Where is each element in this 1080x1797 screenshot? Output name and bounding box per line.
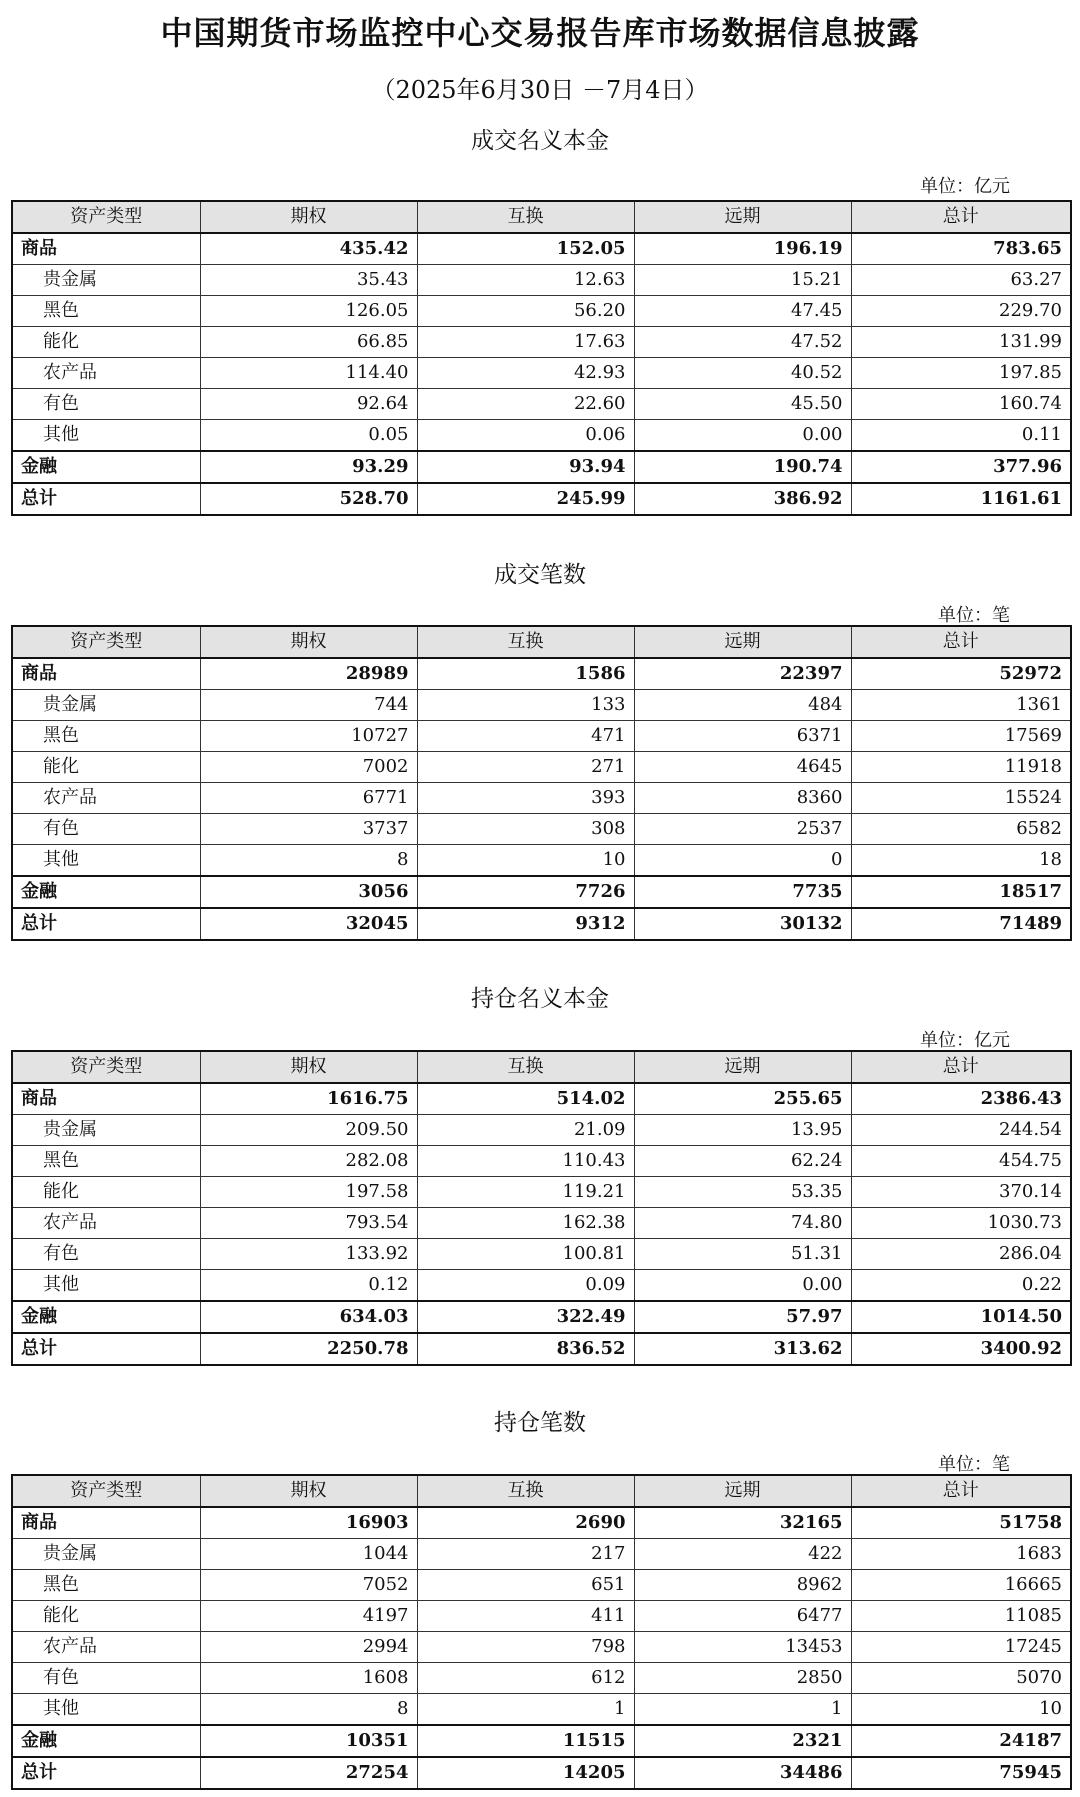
asset-type-cell: 商品 [12, 1083, 200, 1115]
value-cell: 15.21 [634, 265, 851, 296]
table-row [12, 1601, 1071, 1632]
asset-type-cell: 有色 [12, 389, 200, 420]
table-row [12, 814, 1071, 845]
column-header: 互换 [417, 1051, 634, 1083]
table-row [12, 483, 1071, 515]
table-row [12, 233, 1071, 265]
value-cell: 13453 [634, 1632, 851, 1663]
value-cell: 100.81 [417, 1239, 634, 1270]
value-cell: 16903 [200, 1507, 417, 1539]
value-cell: 14205 [417, 1757, 634, 1789]
value-cell: 245.99 [417, 483, 634, 515]
value-cell: 17245 [851, 1632, 1071, 1663]
asset-type-cell: 黑色 [12, 296, 200, 327]
data-table [11, 1050, 1072, 1366]
column-header: 互换 [417, 626, 634, 658]
section-title: 持仓名义本金 [471, 986, 609, 1012]
asset-type-cell: 金融 [12, 1301, 200, 1333]
section-title: 成交笔数 [494, 562, 586, 588]
table-header-row [12, 1051, 1071, 1083]
asset-type-cell: 农产品 [12, 1632, 200, 1663]
asset-type-cell: 能化 [12, 1601, 200, 1632]
table-row [12, 1115, 1071, 1146]
value-cell: 47.45 [634, 296, 851, 327]
value-cell: 10 [851, 1694, 1071, 1726]
value-cell: 93.94 [417, 451, 634, 483]
asset-type-cell: 农产品 [12, 358, 200, 389]
value-cell: 8 [200, 1694, 417, 1726]
value-cell: 17.63 [417, 327, 634, 358]
column-header: 资产类型 [12, 626, 200, 658]
value-cell: 229.70 [851, 296, 1071, 327]
table-row [12, 358, 1071, 389]
value-cell: 10351 [200, 1725, 417, 1757]
asset-type-cell: 能化 [12, 752, 200, 783]
asset-type-cell: 贵金属 [12, 1539, 200, 1570]
column-header: 资产类型 [12, 201, 200, 233]
value-cell: 119.21 [417, 1177, 634, 1208]
value-cell: 75945 [851, 1757, 1071, 1789]
value-cell: 152.05 [417, 233, 634, 265]
table-row [12, 451, 1071, 483]
asset-type-cell: 金融 [12, 1725, 200, 1757]
table-row [12, 721, 1071, 752]
value-cell: 22.60 [417, 389, 634, 420]
document-date-range: （2025年6月30日 －7月4日） [371, 76, 709, 104]
column-header: 远期 [634, 1475, 851, 1507]
value-cell: 209.50 [200, 1115, 417, 1146]
value-cell: 286.04 [851, 1239, 1071, 1270]
value-cell: 93.29 [200, 451, 417, 483]
asset-type-cell: 总计 [12, 1757, 200, 1789]
value-cell: 56.20 [417, 296, 634, 327]
column-header: 资产类型 [12, 1475, 200, 1507]
asset-type-cell: 黑色 [12, 1570, 200, 1601]
value-cell: 52972 [851, 658, 1071, 690]
value-cell: 110.43 [417, 1146, 634, 1177]
value-cell: 6477 [634, 1601, 851, 1632]
value-cell: 66.85 [200, 327, 417, 358]
table-row [12, 420, 1071, 452]
value-cell: 1161.61 [851, 483, 1071, 515]
value-cell: 7726 [417, 876, 634, 908]
column-header: 互换 [417, 1475, 634, 1507]
asset-type-cell: 贵金属 [12, 690, 200, 721]
table-row [12, 1725, 1071, 1757]
value-cell: 255.65 [634, 1083, 851, 1115]
value-cell: 783.65 [851, 233, 1071, 265]
value-cell: 1586 [417, 658, 634, 690]
table-row [12, 265, 1071, 296]
unit-label: 单位：笔 [938, 605, 1010, 626]
value-cell: 1 [417, 1694, 634, 1726]
asset-type-cell: 其他 [12, 1694, 200, 1726]
value-cell: 377.96 [851, 451, 1071, 483]
value-cell: 133.92 [200, 1239, 417, 1270]
value-cell: 11918 [851, 752, 1071, 783]
value-cell: 4197 [200, 1601, 417, 1632]
asset-type-cell: 有色 [12, 1663, 200, 1694]
value-cell: 45.50 [634, 389, 851, 420]
value-cell: 0.05 [200, 420, 417, 452]
asset-type-cell: 贵金属 [12, 265, 200, 296]
value-cell: 8962 [634, 1570, 851, 1601]
value-cell: 612 [417, 1663, 634, 1694]
value-cell: 30132 [634, 908, 851, 940]
value-cell: 15524 [851, 783, 1071, 814]
value-cell: 8360 [634, 783, 851, 814]
table-row [12, 327, 1071, 358]
value-cell: 2537 [634, 814, 851, 845]
table-row [12, 1301, 1071, 1333]
asset-type-cell: 贵金属 [12, 1115, 200, 1146]
value-cell: 282.08 [200, 1146, 417, 1177]
asset-type-cell: 金融 [12, 451, 200, 483]
value-cell: 196.19 [634, 233, 851, 265]
value-cell: 0.22 [851, 1270, 1071, 1302]
value-cell: 2690 [417, 1507, 634, 1539]
value-cell: 40.52 [634, 358, 851, 389]
table-row [12, 1539, 1071, 1570]
table-row [12, 1632, 1071, 1663]
asset-type-cell: 黑色 [12, 1146, 200, 1177]
value-cell: 793.54 [200, 1208, 417, 1239]
table-row [12, 296, 1071, 327]
column-header: 远期 [634, 201, 851, 233]
asset-type-cell: 总计 [12, 1333, 200, 1365]
value-cell: 6582 [851, 814, 1071, 845]
value-cell: 3056 [200, 876, 417, 908]
column-header: 互换 [417, 201, 634, 233]
value-cell: 1044 [200, 1539, 417, 1570]
value-cell: 798 [417, 1632, 634, 1663]
value-cell: 528.70 [200, 483, 417, 515]
data-table [11, 1474, 1072, 1790]
column-header: 远期 [634, 626, 851, 658]
value-cell: 471 [417, 721, 634, 752]
value-cell: 1683 [851, 1539, 1071, 1570]
value-cell: 92.64 [200, 389, 417, 420]
value-cell: 651 [417, 1570, 634, 1601]
value-cell: 217 [417, 1539, 634, 1570]
table-row [12, 389, 1071, 420]
table-header-row [12, 201, 1071, 233]
value-cell: 12.63 [417, 265, 634, 296]
column-header: 期权 [200, 626, 417, 658]
column-header: 总计 [851, 1051, 1071, 1083]
value-cell: 370.14 [851, 1177, 1071, 1208]
value-cell: 10 [417, 845, 634, 877]
unit-label: 单位：笔 [938, 1454, 1010, 1475]
value-cell: 7002 [200, 752, 417, 783]
value-cell: 2850 [634, 1663, 851, 1694]
value-cell: 71489 [851, 908, 1071, 940]
value-cell: 1014.50 [851, 1301, 1071, 1333]
value-cell: 4645 [634, 752, 851, 783]
table-row [12, 1208, 1071, 1239]
asset-type-cell: 商品 [12, 658, 200, 690]
column-header: 总计 [851, 626, 1071, 658]
value-cell: 6771 [200, 783, 417, 814]
value-cell: 0.00 [634, 1270, 851, 1302]
value-cell: 2321 [634, 1725, 851, 1757]
value-cell: 11515 [417, 1725, 634, 1757]
value-cell: 190.74 [634, 451, 851, 483]
value-cell: 74.80 [634, 1208, 851, 1239]
table-row [12, 1663, 1071, 1694]
asset-type-cell: 商品 [12, 1507, 200, 1539]
column-header: 总计 [851, 201, 1071, 233]
value-cell: 2250.78 [200, 1333, 417, 1365]
table-row [12, 1333, 1071, 1365]
table-row [12, 1177, 1071, 1208]
column-header: 期权 [200, 201, 417, 233]
value-cell: 393 [417, 783, 634, 814]
value-cell: 21.09 [417, 1115, 634, 1146]
value-cell: 131.99 [851, 327, 1071, 358]
value-cell: 16665 [851, 1570, 1071, 1601]
value-cell: 313.62 [634, 1333, 851, 1365]
value-cell: 836.52 [417, 1333, 634, 1365]
asset-type-cell: 商品 [12, 233, 200, 265]
value-cell: 435.42 [200, 233, 417, 265]
value-cell: 514.02 [417, 1083, 634, 1115]
table-row [12, 658, 1071, 690]
value-cell: 8 [200, 845, 417, 877]
value-cell: 17569 [851, 721, 1071, 752]
value-cell: 7735 [634, 876, 851, 908]
unit-label: 单位：亿元 [920, 1030, 1010, 1051]
value-cell: 1 [634, 1694, 851, 1726]
table-row [12, 1570, 1071, 1601]
value-cell: 422 [634, 1539, 851, 1570]
data-table [11, 625, 1072, 941]
value-cell: 7052 [200, 1570, 417, 1601]
column-header: 期权 [200, 1475, 417, 1507]
value-cell: 386.92 [634, 483, 851, 515]
value-cell: 114.40 [200, 358, 417, 389]
table-row [12, 1146, 1071, 1177]
value-cell: 18517 [851, 876, 1071, 908]
value-cell: 47.52 [634, 327, 851, 358]
value-cell: 62.24 [634, 1146, 851, 1177]
value-cell: 0.09 [417, 1270, 634, 1302]
value-cell: 0.00 [634, 420, 851, 452]
value-cell: 197.85 [851, 358, 1071, 389]
value-cell: 0.12 [200, 1270, 417, 1302]
value-cell: 1616.75 [200, 1083, 417, 1115]
table-row [12, 908, 1071, 940]
value-cell: 1030.73 [851, 1208, 1071, 1239]
data-table [11, 200, 1072, 516]
value-cell: 11085 [851, 1601, 1071, 1632]
value-cell: 271 [417, 752, 634, 783]
value-cell: 162.38 [417, 1208, 634, 1239]
asset-type-cell: 总计 [12, 908, 200, 940]
value-cell: 160.74 [851, 389, 1071, 420]
table-row [12, 1507, 1071, 1539]
asset-type-cell: 农产品 [12, 1208, 200, 1239]
value-cell: 63.27 [851, 265, 1071, 296]
value-cell: 126.05 [200, 296, 417, 327]
value-cell: 6371 [634, 721, 851, 752]
value-cell: 42.93 [417, 358, 634, 389]
table-row [12, 876, 1071, 908]
value-cell: 3737 [200, 814, 417, 845]
table-header-row [12, 1475, 1071, 1507]
asset-type-cell: 金融 [12, 876, 200, 908]
table-row [12, 1757, 1071, 1789]
table-row [12, 1270, 1071, 1302]
asset-type-cell: 能化 [12, 1177, 200, 1208]
value-cell: 197.58 [200, 1177, 417, 1208]
value-cell: 35.43 [200, 265, 417, 296]
value-cell: 1361 [851, 690, 1071, 721]
asset-type-cell: 有色 [12, 814, 200, 845]
asset-type-cell: 其他 [12, 845, 200, 877]
table-row [12, 783, 1071, 814]
value-cell: 53.35 [634, 1177, 851, 1208]
column-header: 期权 [200, 1051, 417, 1083]
value-cell: 133 [417, 690, 634, 721]
value-cell: 411 [417, 1601, 634, 1632]
value-cell: 2386.43 [851, 1083, 1071, 1115]
asset-type-cell: 总计 [12, 483, 200, 515]
unit-label: 单位：亿元 [920, 176, 1010, 197]
value-cell: 13.95 [634, 1115, 851, 1146]
value-cell: 322.49 [417, 1301, 634, 1333]
value-cell: 5070 [851, 1663, 1071, 1694]
value-cell: 744 [200, 690, 417, 721]
asset-type-cell: 有色 [12, 1239, 200, 1270]
value-cell: 22397 [634, 658, 851, 690]
value-cell: 2994 [200, 1632, 417, 1663]
value-cell: 34486 [634, 1757, 851, 1789]
asset-type-cell: 其他 [12, 420, 200, 452]
value-cell: 28989 [200, 658, 417, 690]
column-header: 资产类型 [12, 1051, 200, 1083]
table-header-row [12, 626, 1071, 658]
asset-type-cell: 农产品 [12, 783, 200, 814]
asset-type-cell: 能化 [12, 327, 200, 358]
value-cell: 9312 [417, 908, 634, 940]
value-cell: 0.11 [851, 420, 1071, 452]
value-cell: 1608 [200, 1663, 417, 1694]
section-title: 持仓笔数 [494, 1410, 586, 1436]
value-cell: 484 [634, 690, 851, 721]
section-title: 成交名义本金 [471, 128, 609, 154]
table-row [12, 845, 1071, 877]
table-row [12, 1694, 1071, 1726]
column-header: 远期 [634, 1051, 851, 1083]
value-cell: 0 [634, 845, 851, 877]
value-cell: 10727 [200, 721, 417, 752]
value-cell: 0.06 [417, 420, 634, 452]
value-cell: 24187 [851, 1725, 1071, 1757]
value-cell: 308 [417, 814, 634, 845]
value-cell: 57.97 [634, 1301, 851, 1333]
value-cell: 51758 [851, 1507, 1071, 1539]
asset-type-cell: 其他 [12, 1270, 200, 1302]
value-cell: 27254 [200, 1757, 417, 1789]
table-row [12, 1239, 1071, 1270]
value-cell: 3400.92 [851, 1333, 1071, 1365]
value-cell: 32165 [634, 1507, 851, 1539]
value-cell: 51.31 [634, 1239, 851, 1270]
value-cell: 244.54 [851, 1115, 1071, 1146]
asset-type-cell: 黑色 [12, 721, 200, 752]
value-cell: 18 [851, 845, 1071, 877]
value-cell: 32045 [200, 908, 417, 940]
value-cell: 454.75 [851, 1146, 1071, 1177]
table-row [12, 752, 1071, 783]
column-header: 总计 [851, 1475, 1071, 1507]
table-row [12, 1083, 1071, 1115]
table-row [12, 690, 1071, 721]
value-cell: 634.03 [200, 1301, 417, 1333]
document-title: 中国期货市场监控中心交易报告库市场数据信息披露 [160, 14, 920, 52]
